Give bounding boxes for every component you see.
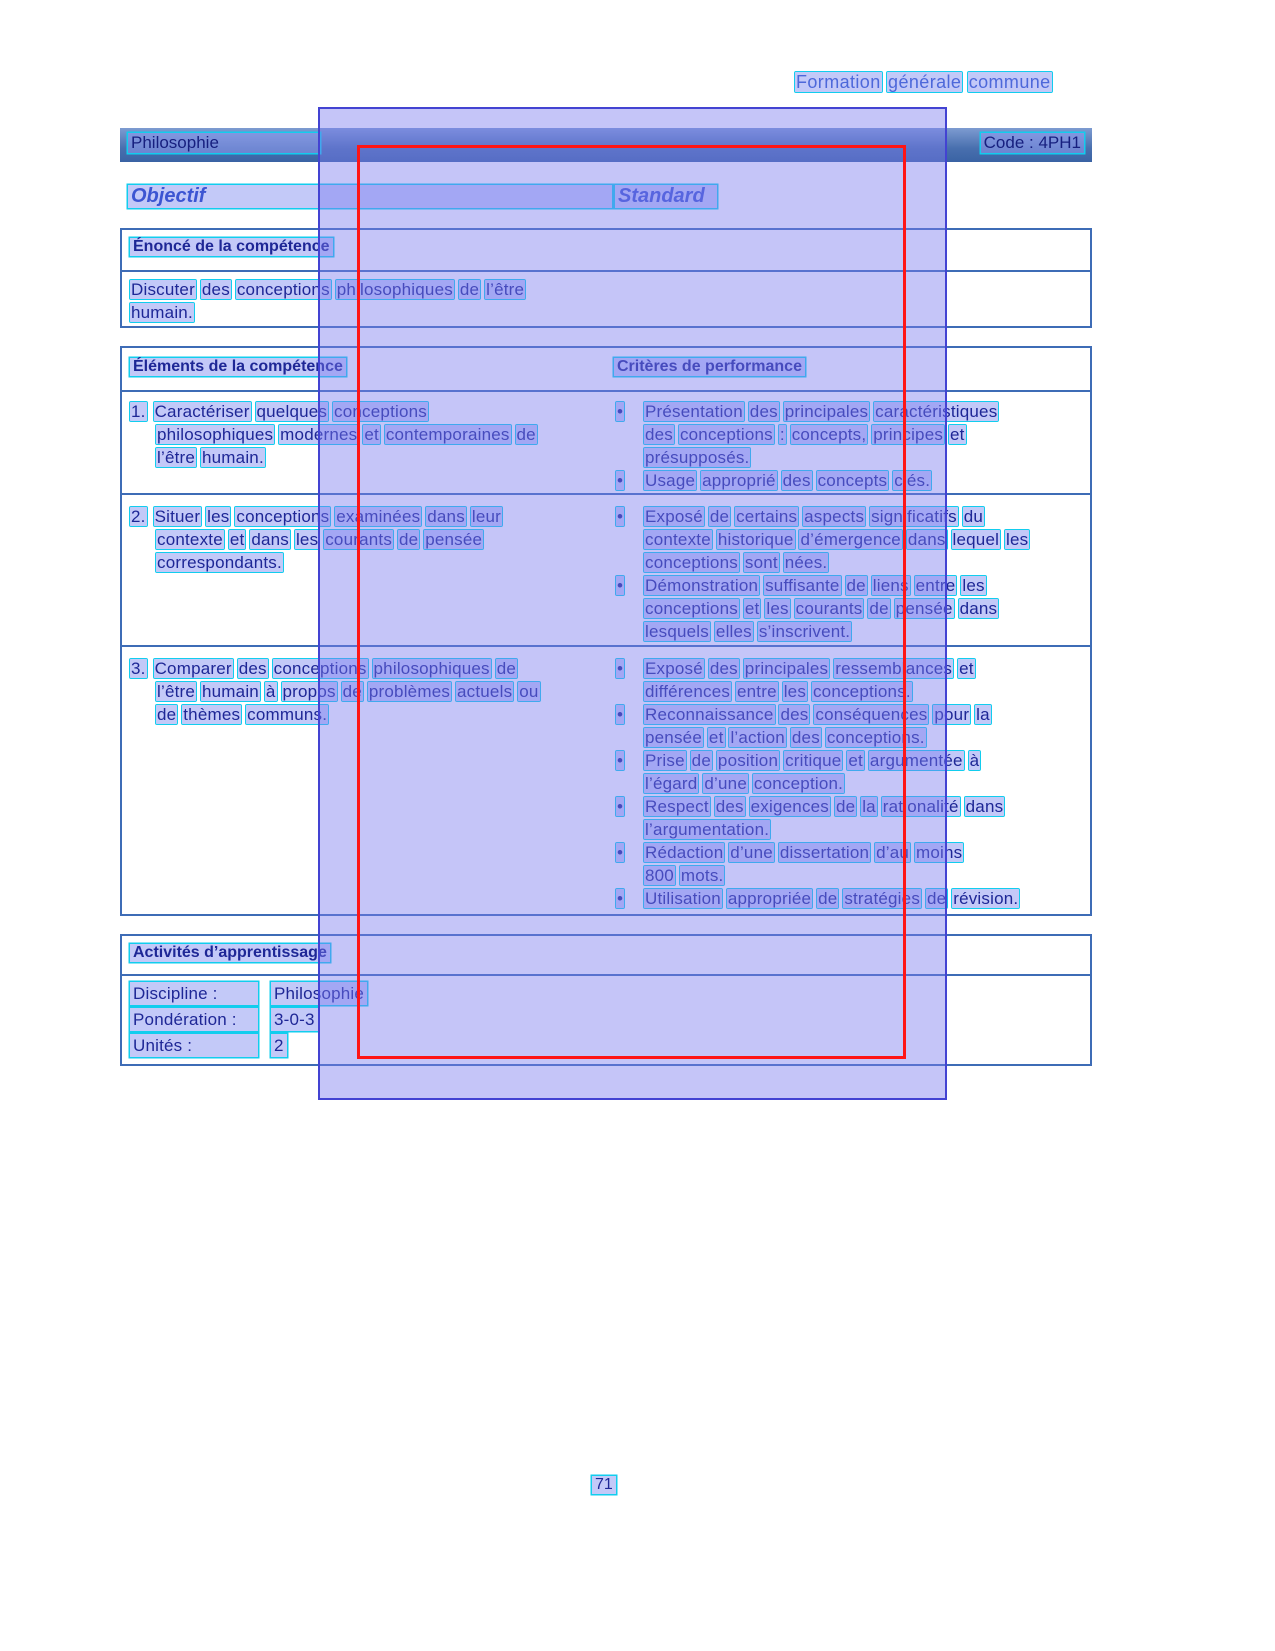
bullet-icon: •: [617, 471, 624, 490]
element-text-line: correspondants.: [157, 553, 282, 572]
criteria-text-line: • Exposé des principales ressemblances et: [617, 659, 974, 678]
title-bar: [120, 128, 1092, 162]
criteria-list-2: [614, 505, 1084, 643]
objectif-heading: Objectif: [128, 185, 612, 208]
criteria-text-line: contexte historique d’émergence dans lequel les: [645, 530, 1029, 549]
element-text-line: l’être humain à propos de problèmes actuels ou: [157, 682, 539, 701]
formation-generale-text: Formation générale commune: [796, 72, 1051, 92]
bullet-icon: •: [617, 576, 624, 595]
standard-heading: Standard: [615, 185, 717, 208]
criteria-text-line: • Usage approprié des concepts clés.: [617, 471, 931, 490]
item-number: 3.: [131, 659, 146, 678]
element-item-2: [130, 505, 600, 574]
bullet-icon: •: [617, 889, 624, 908]
criteria-text-line: conceptions et les courants de pensée dans: [645, 599, 998, 618]
criteria-text-line: • Exposé de certains aspects significatifs du: [617, 507, 984, 526]
criteria-text-line: • Utilisation appropriée de stratégies de révision.: [617, 889, 1019, 908]
activity-row: [130, 982, 367, 1005]
course-title: Philosophie: [128, 133, 320, 153]
criteria-text-line: • Reconnaissance des conséquences pour la: [617, 705, 990, 724]
enonce-header-divider: [122, 270, 1090, 272]
criteria-text-line: 800 mots.: [645, 866, 724, 885]
criteria-text-line: • Rédaction d’une dissertation d’au moins: [617, 843, 963, 862]
enonce-text: [130, 278, 525, 324]
activites-header: Activités d’apprentissage: [130, 944, 330, 962]
course-code: Code : 4PH1: [981, 133, 1084, 153]
element-text-line: l’être humain.: [157, 448, 264, 467]
activites-table: [120, 934, 1092, 1066]
criteria-text-line: pensée et l’action des conceptions.: [645, 728, 925, 747]
criteria-text-line: différences entre les conceptions.: [645, 682, 911, 701]
criteria-text-line: présupposés.: [645, 448, 750, 467]
enonce-table: [120, 228, 1092, 328]
element-text-line: philosophiques modernes et contemporaines de: [157, 425, 536, 444]
criteria-text-line: • Respect des exigences de la rationalité dans: [617, 797, 1004, 816]
bullet-icon: •: [617, 751, 624, 770]
item-number: 1.: [131, 402, 146, 421]
enonce-text-line: Discuter des conceptions philosophiques de l’être: [131, 280, 525, 299]
element-text-line: 2. Situer les conceptions examinées dans leur: [131, 507, 501, 526]
enonce-text-line: humain.: [131, 303, 193, 322]
activity-value: 3-0-3: [271, 1008, 318, 1031]
bullet-icon: •: [617, 659, 624, 678]
criteria-text-line: • Démonstration suffisante de liens entre les: [617, 576, 985, 595]
element-text-line: 3. Comparer des conceptions philosophiques de: [131, 659, 517, 678]
criteria-text-line: • Présentation des principales caractéristiques: [617, 402, 998, 421]
activity-value: 2: [271, 1034, 287, 1057]
bullet-icon: •: [617, 843, 624, 862]
criteria-list-3: [614, 657, 1084, 910]
element-text-line: 1. Caractériser quelques conceptions: [131, 402, 427, 421]
criteria-text-line: conceptions sont nées.: [645, 553, 828, 572]
criteres-header: Critères de performance: [614, 358, 805, 376]
formation-generale-heading: [795, 72, 1052, 93]
element-item-3: [130, 657, 600, 726]
activity-label: Pondération :: [130, 1008, 258, 1031]
criteria-text-line: des conceptions : concepts, principes et: [645, 425, 965, 444]
activity-row: [130, 1008, 318, 1031]
page-number: 71: [592, 1476, 616, 1494]
criteria-list-1: [614, 400, 1084, 492]
criteria-text-line: • Prise de position critique et argumentée à: [617, 751, 980, 770]
bullet-icon: •: [617, 507, 624, 526]
element-item-1: [130, 400, 600, 469]
row-divider: [122, 493, 1090, 495]
bullet-icon: •: [617, 797, 624, 816]
bullet-icon: •: [617, 705, 624, 724]
item-number: 2.: [131, 507, 146, 526]
activity-value: Philosophie: [271, 982, 367, 1005]
competence-table: [120, 346, 1092, 916]
criteria-text-line: l’égard d’une conception.: [645, 774, 844, 793]
bullet-icon: •: [617, 402, 624, 421]
activites-header-divider: [122, 974, 1090, 976]
criteria-text-line: l’argumentation.: [645, 820, 770, 839]
element-text-line: de thèmes communs.: [157, 705, 328, 724]
competence-header-divider: [122, 390, 1090, 392]
activity-label: Unités :: [130, 1034, 258, 1057]
row-divider: [122, 645, 1090, 647]
enonce-header: Énoncé de la compétence: [130, 238, 333, 256]
elements-header: Éléments de la compétence: [130, 358, 346, 376]
activity-row: [130, 1034, 287, 1057]
criteria-text-line: lesquels elles s’inscrivent.: [645, 622, 851, 641]
activity-label: Discipline :: [130, 982, 258, 1005]
element-text-line: contexte et dans les courants de pensée: [157, 530, 483, 549]
